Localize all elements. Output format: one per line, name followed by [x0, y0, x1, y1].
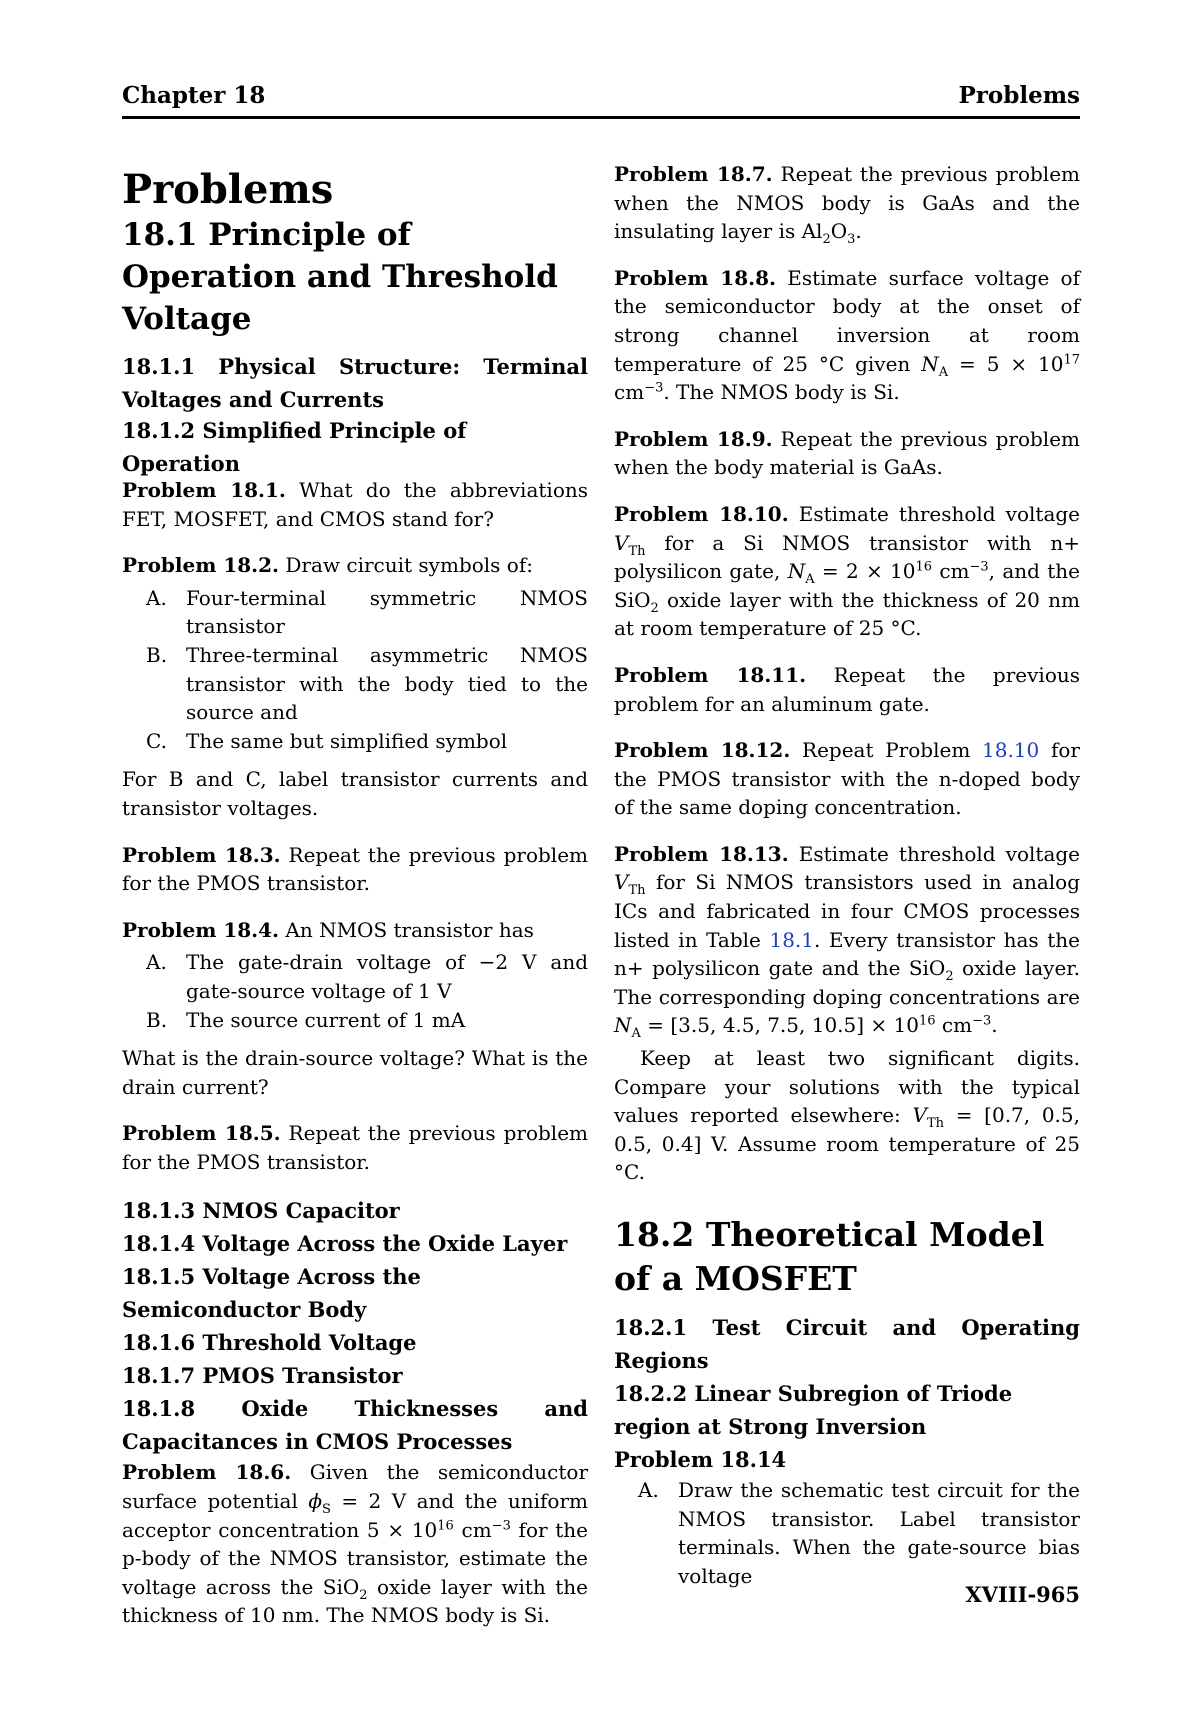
list-item: C. The same but simplified symbol [146, 728, 508, 753]
list-item: A. The gate-drain voltage of −2 V and gate-source voltage of 1 V [146, 950, 588, 1003]
cross-reference-link[interactable]: 18.10 [982, 738, 1040, 763]
section-18-2-heading: 18.2 Theoretical Model of a MOSFET [614, 1215, 1045, 1298]
table-reference-link[interactable]: 18.1 [769, 927, 814, 952]
problem-label: Problem 18.11. [614, 662, 807, 687]
subsection-18-1-3: 18.1.3 NMOS Capacitor [122, 1198, 400, 1224]
problem-label: Problem 18.3. [122, 842, 281, 867]
left-column [122, 160, 588, 1648]
subsection-18-1-8: 18.1.8 Oxide Thicknesses and Capacitances in CMOS Processes [122, 1396, 588, 1455]
problem-18-7: Problem 18.7. Repeat the previous problem when the NMOS body is GaAs and the insulating layer is $Al_2O_3$. [614, 162, 1080, 248]
section-18-1-heading: 18.1 Principle of Operation and Threshold Voltage [122, 217, 558, 337]
subsection-18-2-1: 18.2.1 Test Circuit and Operating Regions [614, 1315, 1080, 1373]
problem-18-8: Problem 18.8. Estimate surface voltage of the semiconductor body at the onset of strong channel inversion at room temperature of 25 °C given $N_A = 5 \times 10^{17}$ $cm^{-3}$. The NMOS body is Si. [614, 265, 1081, 405]
problem-18-12: Problem 18.12. Repeat Problem 18.10 for the PMOS transistor with the n-doped body of the same doping concentration. [614, 738, 1080, 820]
problem-18-2: Problem 18.2. Draw circuit symbols of: [122, 553, 533, 578]
list-item: A. Draw the schematic test circuit for the NMOS transistor. Label transistor terminals. When the gate-source bias voltage [638, 1478, 1080, 1588]
running-header [122, 82, 1080, 119]
problem-label: Problem 18.5. [122, 1121, 281, 1146]
right-column [614, 160, 1080, 1608]
problem-18-11: Problem 18.11. Repeat the previous problem for an aluminum gate. [614, 662, 1081, 716]
list-item: A. Four-terminal symmetric NMOS transistor [146, 585, 588, 639]
problem-18-10: Problem 18.10. Estimate threshold voltage $V_{Th}$ for a Si NMOS transistor with n+ polysilicon gate, $N_A = 2 \times 10^{16}$ $cm^{-3}$, and the SiO$_2$ oxide layer with the thickness of 20 nm at room temperature of 25 °C. [614, 501, 1081, 641]
problem-18-5: Problem 18.5. Repeat the previous problem for the PMOS transistor. [122, 1121, 588, 1174]
list-item: B. The source current of 1 mA [146, 1007, 466, 1032]
header-section: Problems [958, 82, 1080, 109]
page-number: XVIII-965 [965, 1582, 1080, 1607]
subsection-18-1-7: 18.1.7 PMOS Transistor [122, 1363, 403, 1389]
problem-label: Problem 18.7. [614, 162, 773, 186]
list-item: B. Three-terminal asymmetric NMOS transistor with the body tied to the source and [146, 642, 588, 725]
subsection-18-2-2: 18.2.2 Linear Subregion of Triode region at Strong Inversion [614, 1381, 1013, 1439]
problem-label: Problem 18.9. [614, 426, 773, 451]
problem-label: Problem 18.6. [122, 1460, 292, 1485]
subsection-18-1-4: 18.1.4 Voltage Across the Oxide Layer [122, 1231, 568, 1257]
problem-18-9: Problem 18.9. Repeat the previous problem when the body material is GaAs. [614, 426, 1080, 480]
problem-18-14-label: Problem 18.14 [614, 1447, 787, 1472]
problem-18-14-list [614, 1476, 1080, 1590]
page-title: Problems [122, 166, 334, 213]
problem-18-2-note: For B and C, label transistor currents and transistor voltages. [122, 767, 588, 820]
problem-label: Problem 18.8. [614, 265, 776, 290]
header-chapter: Chapter 18 [122, 82, 266, 109]
problem-18-4-question: What is the drain-source voltage? What is the drain current? [122, 1046, 588, 1099]
problem-18-13: Problem 18.13. Estimate threshold voltage $V_{Th}$ for Si NMOS transistors used in analog ICs and fabricated in four CMOS processes listed in Table 18.1. Every transistor has the n+ polysilicon gate and the SiO$_2$ oxide layer. The corresponding doping concentrations are $N_A = [3.5$, 4.5, 7.5, $10.5] \times 10^{16}$ $cm^{-3}$. [614, 841, 1081, 1042]
problem-label: Problem 18.13. [614, 841, 789, 866]
problem-18-3: Problem 18.3. Repeat the previous problem for the PMOS transistor. [122, 842, 588, 896]
problem-18-2-list [122, 584, 588, 756]
problem-18-4: Problem 18.4. An NMOS transistor has [122, 917, 534, 942]
problem-label: Problem 18.12. [614, 738, 791, 763]
problem-label: Problem 18.10. [614, 501, 789, 526]
problem-label: Problem 18.2. [122, 553, 280, 578]
problem-18-13-continuation: Keep at least two significant digits. Compare your solutions with the typical values reported elsewhere: $V_{Th} = [0.7$, 0.5, 0.5, 0.4] V. Assume room temperature of 25 °C. [614, 1046, 1081, 1185]
problem-label: Problem 18.1. [122, 478, 286, 502]
problem-18-4-list [122, 948, 588, 1034]
problem-18-1: Problem 18.1. What do the abbreviations FET, MOSFET, and CMOS stand for? [122, 478, 588, 531]
subsection-18-1-6: 18.1.6 Threshold Voltage [122, 1330, 417, 1356]
subsection-18-1-5: 18.1.5 Voltage Across the Semiconductor Body [122, 1264, 421, 1323]
subsection-18-1-2: 18.1.2 Simplified Principle of Operation [122, 418, 467, 476]
problem-18-6: Problem 18.6. Given the semiconductor surface potential $\phi_S = 2$ V and the uniform acceptor concentration $5 \times 10^{16}$ $cm^{-3}$ for the p-body of the NMOS transistor, estimate the voltage across the SiO$_2$ oxide layer with the thickness of 10 nm. The NMOS body is Si. [122, 1460, 589, 1628]
subsection-18-1-1: 18.1.1 Physical Structure: Terminal Voltages and Currents [122, 354, 588, 412]
problem-label: Problem 18.4. [122, 917, 280, 942]
